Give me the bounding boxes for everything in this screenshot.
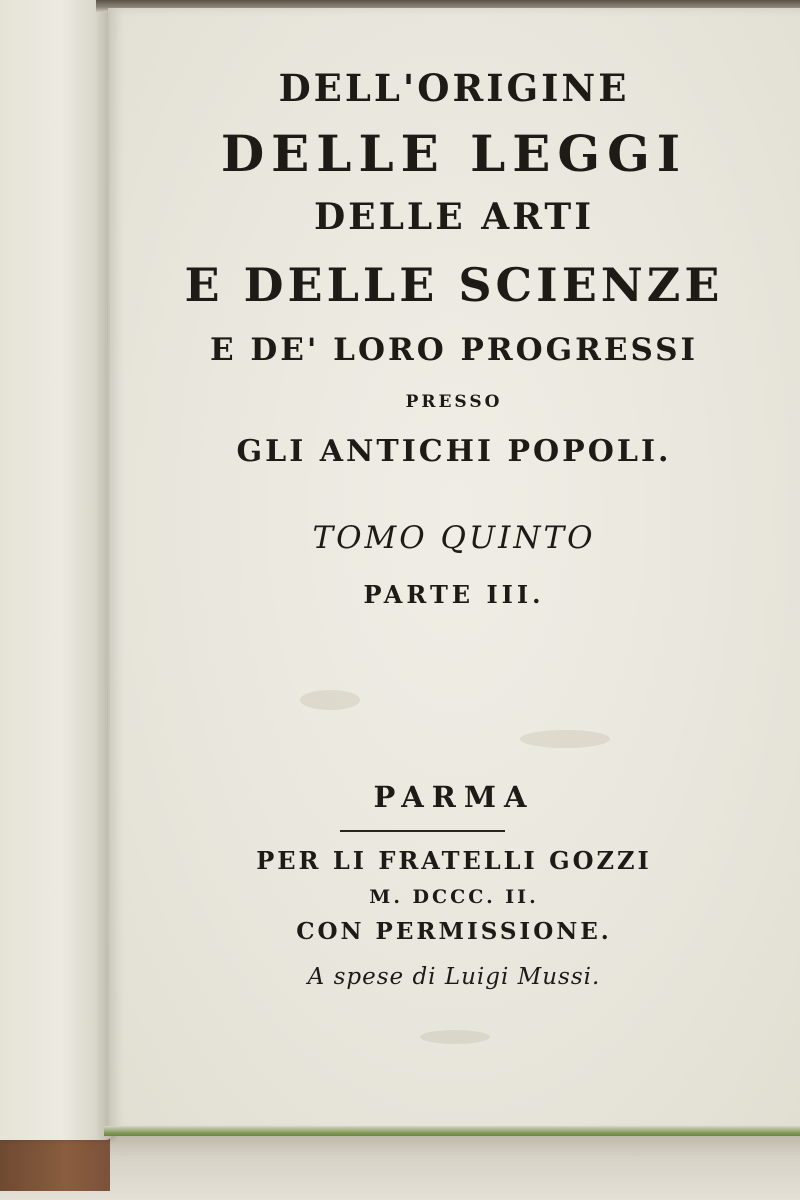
title-line-scienze: E DELLE SCIENZE xyxy=(184,258,724,312)
title-line-presso: PRESSO xyxy=(405,392,503,412)
imprint-year: M. DCCC. II. xyxy=(369,886,539,908)
imprint-divider xyxy=(340,830,505,832)
foxing-spot xyxy=(520,730,610,748)
foxing-spot xyxy=(420,1030,490,1044)
imprint-city: PARMA xyxy=(373,780,535,814)
title-line-popoli: GLI ANTICHI POPOLI. xyxy=(236,434,672,469)
title-line-origine: DELL'ORIGINE xyxy=(278,66,630,110)
imprint-expense-note: A spese di Luigi Mussi. xyxy=(307,964,601,990)
title-line-leggi: DELLE LEGGI xyxy=(220,124,688,183)
part-label: PARTE III. xyxy=(363,580,545,609)
table-surface xyxy=(0,1130,800,1200)
imprint-permission: CON PERMISSIONE. xyxy=(296,918,612,945)
page-bottom-edge xyxy=(104,1126,800,1136)
title-line-arti: DELLE ARTI xyxy=(313,196,595,238)
volume-label: TOMO QUINTO xyxy=(312,520,596,556)
imprint-printer: PER LI FRATELLI GOZZI xyxy=(256,846,652,875)
flyleaf-page xyxy=(0,0,112,1140)
title-line-progressi: E DE' LORO PROGRESSI xyxy=(209,332,699,368)
foxing-spot xyxy=(300,690,360,710)
